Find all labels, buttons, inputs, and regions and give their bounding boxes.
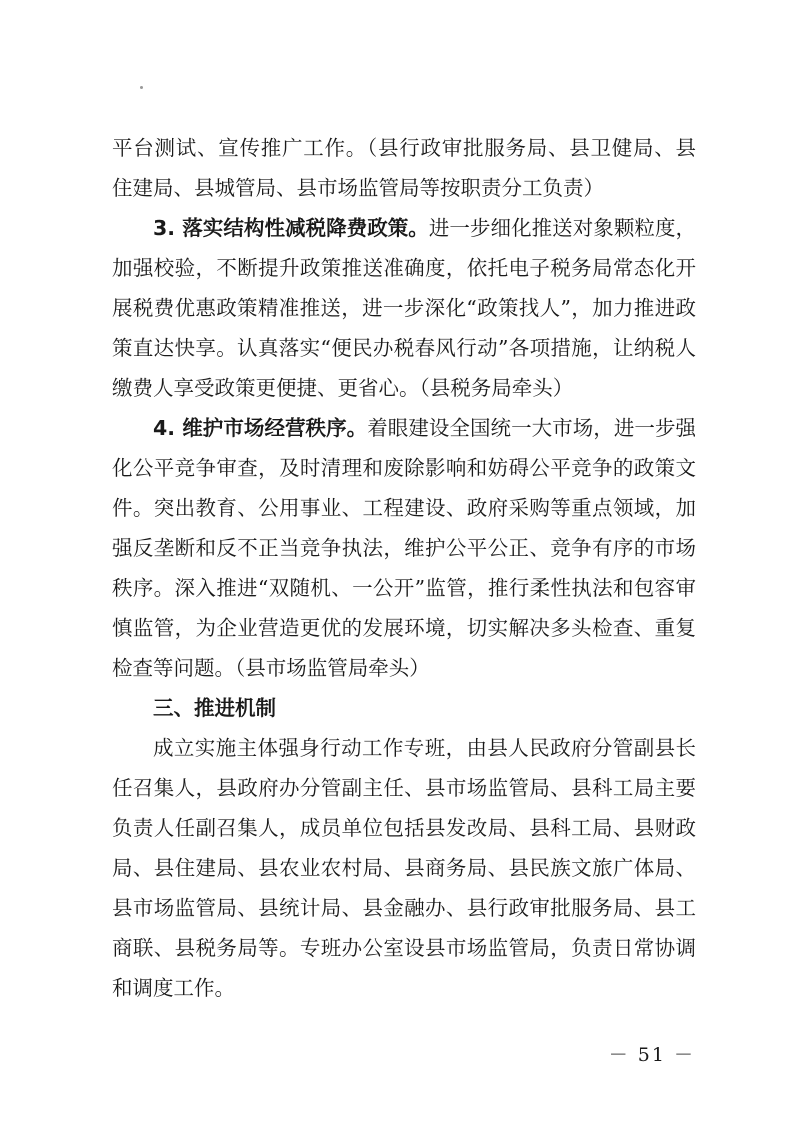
item-3-title: 3. 落实结构性减税降费政策。 xyxy=(153,216,429,240)
text-line: 加强校验，不断提升政策推送准确度，依托电子税务局常态化开 xyxy=(112,256,696,280)
text-line: 和调度工作。 xyxy=(112,976,235,1000)
text-line: 展税费优惠政策精准推送，进一步深化“政策找人”，加力推进政 xyxy=(112,296,696,320)
page-number: － 51 － xyxy=(608,1044,695,1066)
text-line: 缴费人享受政策更便捷、更省心。（县税务局牵头） xyxy=(112,376,574,400)
text-line: 策直达快享。认真落实“便民办税春风行动”各项措施，让纳税人 xyxy=(112,336,696,360)
text-line: 成立实施主体强身行动工作专班，由县人民政府分管副县长 xyxy=(153,736,696,760)
text-line: 秩序。深入推进“双随机、一公开”监管，推行柔性执法和包容审 xyxy=(112,576,696,600)
item-4-text: 着眼建设全国统一大市场，进一步强 xyxy=(367,416,696,440)
text-line: 化公平竞争审查，及时清理和废除影响和妨碍公平竞争的政策文 xyxy=(112,456,696,480)
text-line: 平台测试、宣传推广工作。（县行政审批服务局、县卫健局、县 xyxy=(112,136,696,160)
section-heading: 三、推进机制 xyxy=(153,696,276,720)
item-4-line xyxy=(153,408,696,448)
text-line: 局、县住建局、县农业农村局、县商务局、县民族文旅广体局、 xyxy=(112,856,696,880)
item-3-text: 进一步细化推送对象颗粒度， xyxy=(428,216,696,240)
text-line: 负责人任副召集人，成员单位包括县发改局、县科工局、县财政 xyxy=(112,816,696,840)
text-line: 慎监管，为企业营造更优的发展环境，切实解决多头检查、重复 xyxy=(112,616,696,640)
text-line: 检查等问题。（县市场监管局牵头） xyxy=(112,656,430,680)
item-3-line xyxy=(153,208,696,248)
text-line: 住建局、县城管局、县市场监管局等按职责分工负责） xyxy=(112,176,604,200)
text-line: 县市场监管局、县统计局、县金融办、县行政审批服务局、县工 xyxy=(112,896,696,920)
text-line: 强反垄断和反不正当竞争执法，维护公平公正、竞争有序的市场 xyxy=(112,536,696,560)
item-4-title: 4. 维护市场经营秩序。 xyxy=(153,416,368,440)
text-line: 任召集人，县政府办分管副主任、县市场监管局、县科工局主要 xyxy=(112,776,696,800)
text-line: 件。突出教育、公用事业、工程建设、政府采购等重点领域，加 xyxy=(112,496,696,520)
scan-speck xyxy=(140,86,143,89)
text-line: 商联、县税务局等。专班办公室设县市场监管局，负责日常协调 xyxy=(112,936,696,960)
